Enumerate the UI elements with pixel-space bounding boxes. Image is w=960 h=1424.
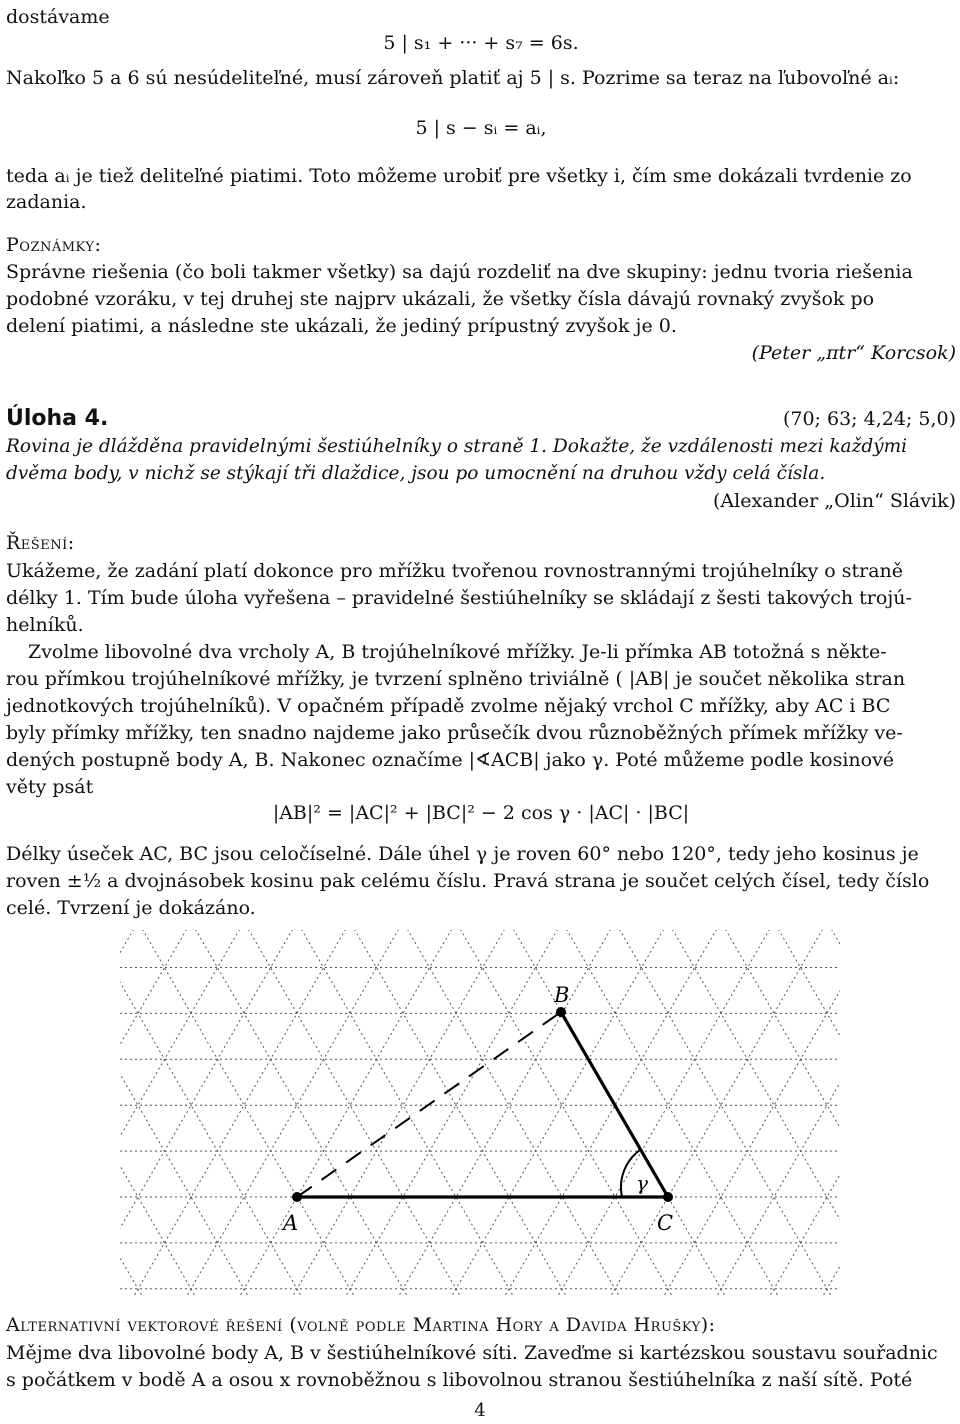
grid-line — [0, 597, 378, 1419]
grid-line — [640, 597, 960, 1419]
grid-line — [110, 597, 803, 1419]
grid-line — [534, 597, 960, 1419]
grid-line — [0, 597, 484, 1419]
task-text: dvěma body, v nichž se stýkají tři dlaždice, jsou po umocnění na druhou vždy celá čísla. — [6, 463, 826, 484]
grid-line — [0, 597, 7, 1419]
grid-line — [57, 597, 750, 1419]
grid-line — [799, 597, 960, 1419]
label-b: B — [554, 983, 570, 1007]
grid-line — [905, 597, 960, 1419]
grid-line — [852, 597, 960, 1419]
label-gamma: γ — [636, 1171, 648, 1195]
task-text: Rovina je dlážděna pravidelnými šestiúhelníky o straně 1. Dokažte, že vzdálenosti mezi každými — [6, 436, 908, 457]
grid-line — [0, 597, 431, 1419]
grid-line — [0, 597, 325, 1419]
grid-line — [587, 597, 960, 1419]
poznamky-text: podobné vzoráku, v tej druhej ste najprv ukázali, že všetky čísla dávajú rovnaký zvyšok po — [6, 288, 875, 310]
grid-line — [0, 597, 219, 1419]
solution-text: rou přímkou trojúhelníkové mřížky, je tvrzení splněno triviálně ( |AB| je součet několika stran — [6, 668, 906, 690]
grid-line — [799, 597, 960, 1419]
paragraph-text: Nakoľko 5 a 6 sú nesúdeliteľné, musí zároveň platiť aj 5 | s. Pozrime sa teraz na ľubovoľné aᵢ: — [6, 67, 900, 89]
grid-line — [269, 597, 960, 1419]
grid-line — [428, 597, 960, 1419]
grid-line — [746, 597, 960, 1419]
cosine-law-equation: |AB|² = |AC|² + |BC|² − 2 cos γ · |AC| · |BC| — [272, 802, 690, 824]
solution-text: dených postupně body A, B. Nakonec označíme |∢ACB| jako γ. Poté můžeme podle kosinové — [6, 749, 895, 771]
task-author: (Alexander „Olin“ Slávik) — [713, 490, 956, 512]
grid-line — [0, 597, 590, 1419]
task-title: Úloha 4. — [6, 406, 109, 431]
grid-line — [587, 597, 960, 1419]
point-c — [663, 1192, 673, 1202]
grid-line — [534, 597, 960, 1419]
solution-heading: Řešení: — [6, 532, 75, 554]
grid-line — [0, 597, 643, 1419]
grid-line — [693, 597, 960, 1419]
grid-line — [428, 597, 960, 1419]
solution-text: jednotkových trojúhelníků). V opačném případě zvolme nějaký vrchol C mřížky, aby AC i BC — [6, 695, 891, 717]
grid-line — [746, 597, 960, 1419]
solution-text: věty psát — [6, 776, 94, 798]
grid-line — [481, 597, 960, 1419]
grid-line — [0, 597, 113, 1419]
intro-text: dostávame — [6, 6, 110, 28]
grid-line — [269, 597, 960, 1419]
grid-line — [693, 597, 960, 1419]
solution-text: délky 1. Tím bude úloha vyřešena – pravidelné šestiúhelníky se skládají z šesti takových trojú- — [6, 587, 912, 609]
solution-text: Zvolme libovolné dva vrcholy A, B trojúhelníkové mřížky. Je-li přímka AB totožná s někte- — [28, 641, 887, 663]
poznamky-heading: Poznámky: — [6, 234, 102, 256]
grid-line — [0, 597, 60, 1419]
grid-line — [57, 597, 750, 1419]
grid-line — [0, 597, 590, 1419]
grid-line — [640, 597, 960, 1419]
grid-line — [0, 597, 272, 1419]
task-scores: (70; 63; 4,24; 5,0) — [782, 408, 956, 430]
solution-text: roven ±½ a dvojnásobek kosinu pak celému číslu. Pravá strana je součet celých čísel, tedy číslo — [6, 870, 930, 892]
grid-line — [375, 597, 960, 1419]
grid-line — [4, 597, 697, 1419]
grid-line — [0, 597, 7, 1419]
grid-line — [0, 597, 484, 1419]
grid-line — [375, 597, 960, 1419]
solution-text: celé. Tvrzení je dokázáno. — [6, 897, 256, 919]
poznamky-text: Správne riešenia (čo boli takmer všetky) sa dajú rozdeliť na dve skupiny: jednu tvoria riešenia — [6, 261, 913, 283]
equation-2: 5 | s − sᵢ = aᵢ, — [415, 117, 547, 139]
grid-line — [0, 597, 113, 1419]
poznamky-text: delení piatimi, a následne ste ukázali, že jediný prípustný zvyšok je 0. — [6, 315, 677, 337]
grid-line — [0, 597, 219, 1419]
grid-line — [163, 597, 856, 1419]
paragraph-text: zadania. — [6, 191, 87, 213]
point-a — [292, 1192, 302, 1202]
label-a: A — [283, 1211, 299, 1235]
point-b — [556, 1007, 566, 1017]
grid-line — [481, 597, 960, 1419]
paragraph-text: teda aᵢ je tiež deliteľné piatimi. Toto môžeme urobiť pre všetky i, čím sme dokázali tvrdenie zo — [6, 165, 912, 187]
grid-line — [0, 597, 537, 1419]
segment-bc — [561, 1012, 668, 1197]
grid-line — [852, 597, 960, 1419]
alternative-heading: Alternativní vektorové řešení (volně podle Martina Hory a Davida Hrušky): — [6, 1314, 716, 1336]
label-c: C — [657, 1211, 674, 1235]
poznamky-author: (Peter „πtr“ Korcsok) — [751, 342, 956, 364]
segment-ab-dashed — [297, 1012, 561, 1197]
grid-line — [163, 597, 856, 1419]
solution-text: byly přímky mřížky, ten snadno najdeme jako průsečík dvou různoběžných přímek mřížky ve- — [6, 722, 903, 744]
grid-line — [0, 597, 325, 1419]
solution-text: Délky úseček AC, BC jsou celočíselné. Dále úhel γ je roven 60° nebo 120°, tedy jeho kosinus je — [6, 843, 919, 865]
grid-line — [0, 597, 272, 1419]
triangular-grid — [0, 597, 960, 1419]
grid-line — [4, 597, 697, 1419]
grid-line — [0, 597, 643, 1419]
solution-text: Ukážeme, že zadání platí dokonce pro mřížku tvořenou rovnostrannými trojúhelníky o straně — [6, 560, 904, 582]
equation-1: 5 | s₁ + ··· + s₇ = 6s. — [383, 32, 579, 54]
grid-line — [905, 597, 960, 1419]
grid-line — [322, 597, 960, 1419]
page-number: 4 — [474, 1400, 486, 1421]
solution-text: helníků. — [6, 614, 84, 636]
grid-line — [0, 597, 431, 1419]
grid-line — [0, 597, 378, 1419]
alternative-text: s počátkem v bodě A a osou x rovnoběžnou s libovolnou stranou šestiúhelníka z naší sítě. Poté — [6, 1369, 913, 1391]
grid-line — [0, 597, 537, 1419]
grid-line — [0, 597, 60, 1419]
grid-line — [110, 597, 803, 1419]
grid-line — [322, 597, 960, 1419]
alternative-text: Mějme dva libovolné body A, B v šestiúhelníkové síti. Zaveďme si kartézskou soustavu souřadnic — [6, 1342, 938, 1364]
